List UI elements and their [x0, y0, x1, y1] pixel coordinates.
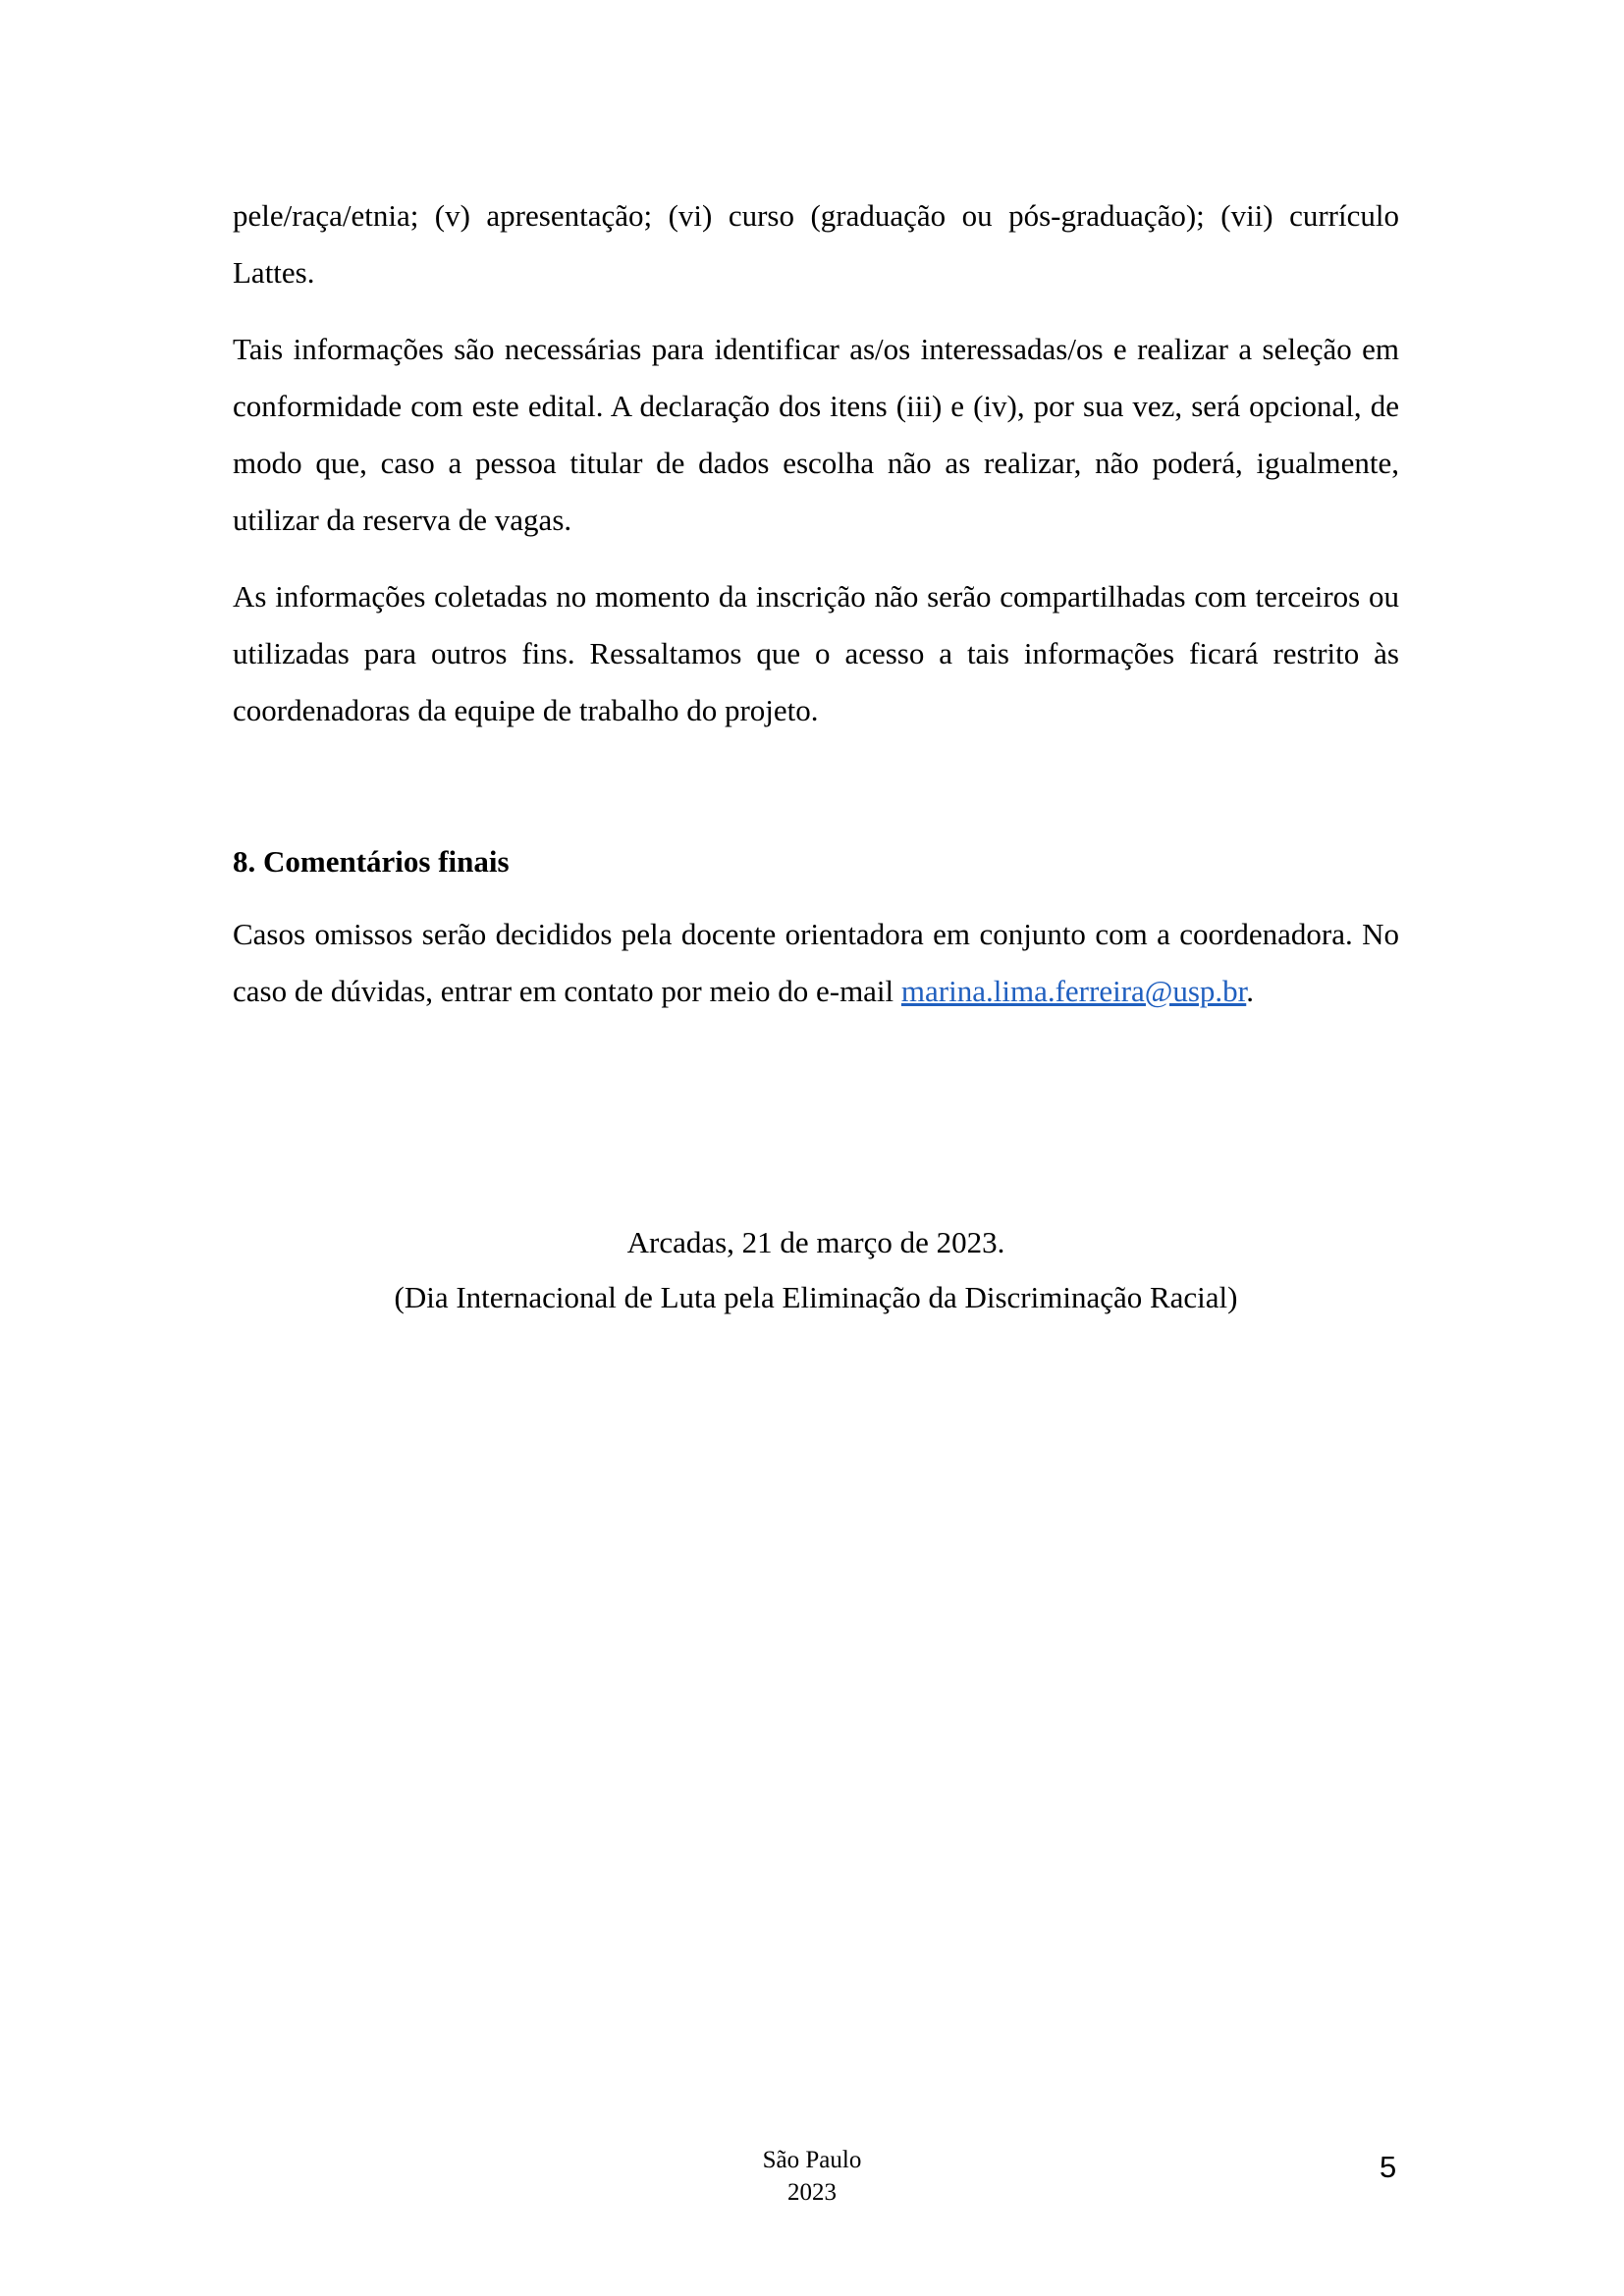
final-comments-period: . [1246, 974, 1254, 1008]
paragraph-data-items: pele/raça/etnia; (v) apresentação; (vi) curso (graduação ou pós-graduação); (vii) currículo Lattes. [233, 198, 1399, 290]
final-comments-text: Casos omissos serão decididos pela docente orientadora em conjunto com a coordenadora. No caso de dúvidas, entrar em contato por meio do e-mail [233, 917, 1399, 1008]
paragraph-final-comments [233, 906, 1399, 1020]
document-body [233, 187, 1399, 1040]
page-number: 5 [1380, 2150, 1397, 2184]
paragraph-information-sharing: As informações coletadas no momento da inscrição não serão compartilhadas com terceiros ou utilizadas para outros fins. Ressaltamos que o acesso a tais informações ficará restrito às coordenadoras da equipe de trabalho do projeto. [233, 579, 1399, 727]
date-line: Arcadas, 21 de março de 2023. [626, 1225, 1005, 1259]
section-heading-final-comments: 8. Comentários finais [233, 844, 510, 879]
date-note: (Dia Internacional de Luta pela Eliminação da Discriminação Racial) [394, 1280, 1238, 1314]
contact-email-link[interactable]: marina.lima.ferreira@usp.br [900, 974, 1247, 1008]
footer-city: São Paulo [762, 2147, 862, 2173]
footer-year: 2023 [787, 2179, 837, 2206]
paragraph-information-purpose: Tais informações são necessárias para identificar as/os interessadas/os e realizar a seleção em conformidade com este edital. A declaração dos itens (iii) e (iv), por sua vez, será opcional, de modo que, caso a pessoa titular de dados escolha não as realizar, não poderá, igualmente, utilizar da reserva de vagas. [233, 332, 1399, 537]
